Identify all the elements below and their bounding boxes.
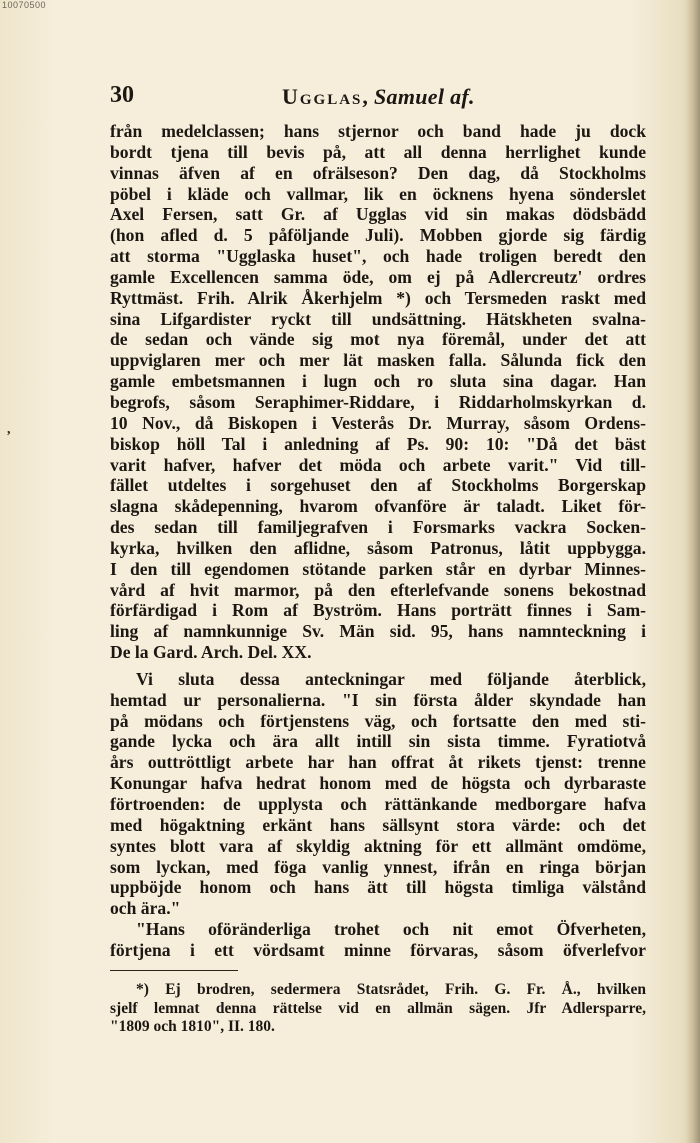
text-line: på mödans och förtjenstens väg, och fortsatte den med sti- [110,710,646,731]
footnote-line: "1809 och 1810", II. 180. [110,1018,275,1035]
text-line: "Hans oföränderliga trohet och nit emot Öfverheten, [136,919,646,940]
page-edge-shadow [686,0,700,1143]
text-line: vård af hvit marmor, på den efterlefvande sonens bekostnad [110,579,646,600]
text-line: gamle Excellencen samma öde, om ej på Adlercreutz' ordres [110,266,646,287]
paragraph-2 [110,669,646,919]
footnote [110,981,646,1037]
text-line: förtjena i ett vördsamt minne förvaras, såsom öfverlefvor [110,939,646,960]
text-line: hemtad ur personalierna. "I sin första ålder skyndade han [110,689,646,710]
text-line: förtroenden: de upplysta och rättänkande medborgare hafva [110,794,646,814]
running-title-name: Ugglas [282,84,363,109]
text-line: syntes blott vara af skyldig aktning för ett allmänt omdöme, [110,835,646,856]
text-line: att storma "Ugglaska huset", och hade troligen beredt den [110,246,646,267]
paragraph-1 [110,121,646,663]
text-line: gande lycka och ära allt intill sin sista timme. Fyratiotvå [110,731,646,752]
text-line: från medelclassen; hans stjernor och band hade ju dock [110,121,646,141]
text-line: vinnas äfven af en ofrälseson? Den dag, då Stockholms [110,162,646,183]
footnote-line: sjelf lemnat denna rättelse vid en allmän sägen. Jfr Adlersparre, [110,999,646,1017]
text-line: uppböjde honom och hans ätt till högsta timliga välstånd [110,877,646,898]
scan-id: 10070500 [2,0,47,10]
body-text [110,121,646,961]
text-line: varit hafver, hafver det möda och arbete varit." Vid till- [110,454,646,475]
text-line: med högaktning erkänt hans sällsynt stora värde: och det [110,814,646,835]
text-line: biskop höll Tal i anledning af Ps. 90: 10: "Då det bäst [110,433,646,454]
text-line: Axel Fersen, satt Gr. af Ugglas vid sin makas dödsbädd [110,204,646,225]
text-line: des sedan till familjegrafven i Forsmarks vackra Socken- [110,517,646,538]
text-line: pöbel i kläde och vallmar, lik en öcknens hyena sönderslet [110,183,646,204]
text-line: gamle embetsmannen i lugn och ro sluta sina dagar. Han [110,371,646,392]
text-line: (hon afled d. 5 påföljande Juli). Mobben gjorde sig färdig [110,225,646,246]
text-line: begrofs, såsom Seraphimer-Riddare, i Riddarholmskyrkan d. [110,391,646,412]
text-line: års outtröttligt arbete har han offrat åt rikets tjenst: trenne [110,752,646,773]
running-title-given-name: Samuel af. [374,84,475,109]
text-line: ling af namnkunnige Sv. Män sid. 95, hans namnteckning i [110,621,646,642]
page-number: 30 [110,82,134,108]
text-line: Konungar hafva hedrat honom med de högsta och dyrbaraste [110,773,646,794]
text-line: De la Gard. Arch. Del. XX. [110,642,312,663]
text-line: de sedan och vände sig mot nya föremål, under det att [110,329,646,350]
text-line: slagna skådepenning, hvarom ofvanföre är taladt. Liket för- [110,496,646,517]
text-line: Ryttmäst. Frih. Alrik Åkerhjelm *) och Tersmeden raskt med [110,287,646,308]
running-title: Ugglas, Samuel af. [282,84,475,109]
text-line: uppviglaren mer och mer lät masken falla. Sålunda fick den [110,350,646,371]
text-line: 10 Nov., då Biskopen i Vesterås Dr. Murray, såsom Ordens- [110,412,646,433]
paragraph-3 [110,919,646,961]
text-line: som lyckan, med föga vanlig ynnest, ifrån en ringa början [110,856,646,877]
text-line: sina Lifgardister ryckt till undsättning. Hätskheten svalna- [110,308,646,329]
text-line: Vi sluta dessa anteckningar med följande återblick, [136,668,646,689]
footnote-rule [110,970,238,971]
margin-mark: , [7,422,11,437]
page-header [110,80,590,114]
text-line: bordt tjena till bevis på, att all denna herrlighet kunde [110,141,646,162]
text-line: fället utdeltes i sorgehuset den af Stockholms Borgerskap [110,475,646,496]
text-line: och ära." [110,898,181,919]
text-line: I den till egendomen stötande parken står en dyrbar Minnes- [110,558,646,579]
text-line: förfärdigad i Rom af Byström. Hans porträtt finnes i Sam- [110,600,646,621]
footnote-line: *) Ej brodren, sedermera Statsrådet, Frih. G. Fr. Å., hvilken [136,981,646,998]
text-line: kyrka, hvilken den aflidne, såsom Patronus, låtit uppbygga. [110,537,646,558]
